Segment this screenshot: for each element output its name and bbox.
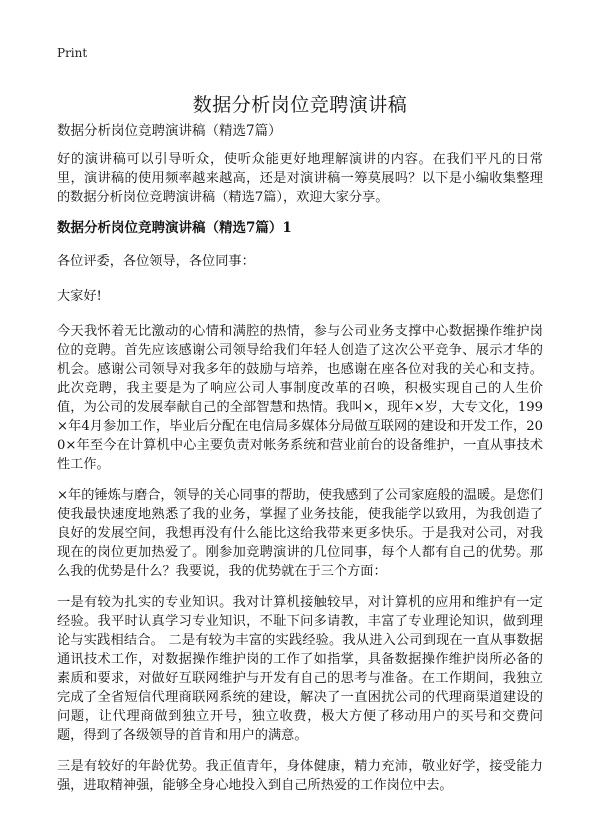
intro-paragraph: 好的演讲稿可以引导听众，使听众能更好地理解演讲的内容。在我们平凡的日常里，演讲稿的使用频率越来越高，还是对演讲稿一筹莫展吗？以下是小编收集整理的数据分析岗位竞聘演讲稿（精选7篇），欢迎大家分享。 — [57, 152, 543, 205]
salutation-line: 大家好! — [57, 289, 102, 304]
page-title: 数据分析岗位竞聘演讲稿 — [192, 93, 408, 116]
body-paragraph-1: 今天我怀着无比激动的心情和满腔的热情，参与公司业务支撑中心数据操作维护岗位的竞聘。首先应该感谢公司领导给我们年轻人创造了这次公平竞争、展示才华的机会。感谢公司领导对我多年的鼓励与培养，也感谢在座各位对我的关心和支持。此次竞聘，我主要是为了响应公司人事制度改革的召唤，积极实现自己的人生价值，为公司的发展奉献自己的全部智慧和热情。我叫×，现年×岁，大专文化，199×年4月参加工作，毕业后分配在电信局多媒体分局做互联网的建设和开发工作，200×年至今在计算机中心主要负责对帐务系统和营业前台的设备维护，一直从事技术性工作。 — [57, 324, 543, 472]
body-paragraph-2: ×年的锤炼与磨合，领导的关心同事的帮助，使我感到了公司家庭般的温暖。是您们使我最快速度地熟悉了我的业务，掌握了业务技能，使我能学以致用，为我创造了良好的发展空间，我想再没有什么能比这给我带来更多快乐。于是我对公司，对我现在的岗位更加热爱了。刚参加竞聘演讲的几位同事，每个人都有自己的优势。那么我的优势是什么？我要说，我的优势就在于三个方面： — [57, 488, 543, 579]
greeting-line: 各位评委，各位领导，各位同事： — [57, 254, 255, 269]
body-paragraph-4: 三是有较好的年龄优势。我正值青年，身体健康，精力充沛，敬业好学，接受能力强，进取精神强，能够全身心地投入到自己所热爱的工作岗位中去。 — [57, 759, 543, 793]
document-body — [57, 150, 543, 807]
section-heading: 数据分析岗位竞聘演讲稿（精选7篇）1 — [57, 220, 292, 236]
body-paragraph-3: 一是有较为扎实的专业知识。我对计算机接触较早，对计算机的应用和维护有一定经验。我平时认真学习专业知识，不耻下问多请教，丰富了专业理论知识，做到理论与实践相结合。 二是有较为丰富的实践经验。我从进入公司到现在一直从事数据通讯技术工作，对数据操作维护岗的工作了如指掌，具备数据操作维护岗所必备的素质和要求，对做好互联网维护与开发有自己的思考与准备。在工作期间，我独立完成了全省短信代理商联网系统的建设，解决了一直困扰公司的代理商渠道建设的问题，让代理商做到独立开号，独立收费，极大方便了移动用户的买号和交费问题，得到了各级领导的首肯和用户的满意。 — [57, 595, 543, 743]
document-subtitle: 数据分析岗位竞聘演讲稿（精选7篇） — [57, 123, 282, 139]
print-link[interactable]: Print — [57, 46, 88, 60]
